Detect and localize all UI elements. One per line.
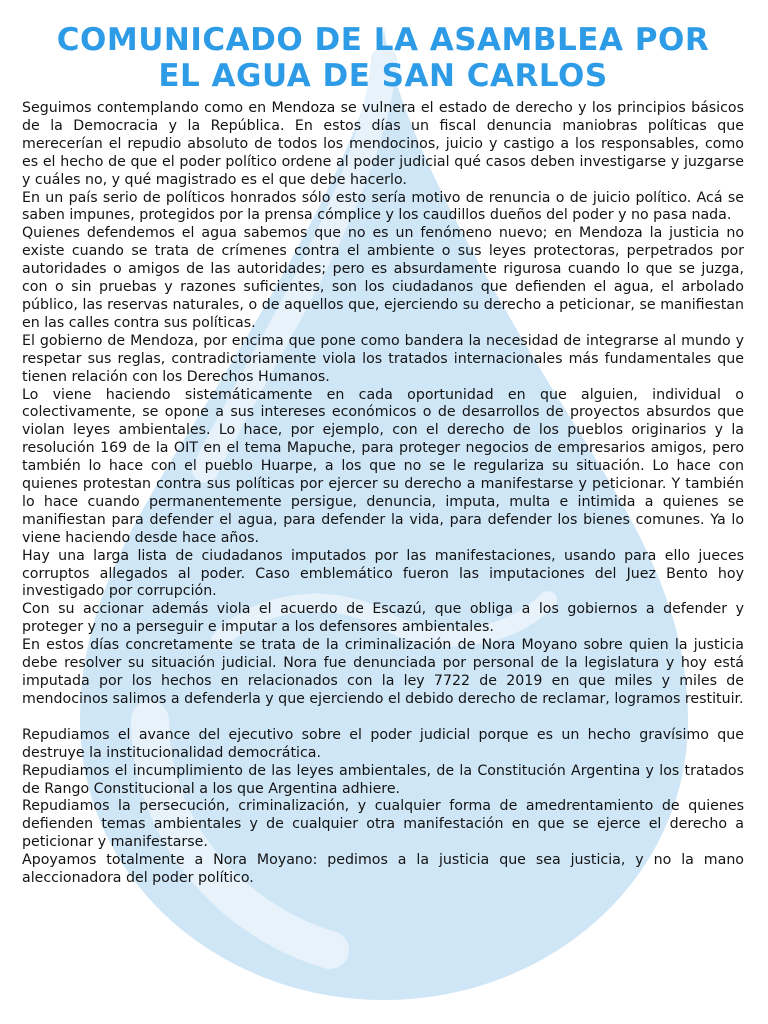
title-line-2: EL AGUA DE SAN CARLOS	[158, 58, 608, 94]
document-body	[22, 100, 744, 888]
closing-paragraph: Repudiamos la persecución, criminalización, y cualquier forma de amedrentamiento de quienes defienden temas ambientales y de cualquier otra manifestación en que se ejerce el derecho a peticionar y manifestarse.	[22, 798, 744, 851]
closing-paragraph: Repudiamos el avance del ejecutivo sobre el poder judicial porque es un hecho gravísimo que destruye la institucionalidad democrática.	[22, 726, 744, 761]
document-title	[22, 0, 744, 94]
paragraph: Quienes defendemos el agua sabemos que no es un fenómeno nuevo; en Mendoza la justicia no existe cuando se trata de crímenes contra el ambiente o sus leyes protectoras, perpetrados por autoridades o amigos de las autoridades; pero es absurdamente rigurosa cuando lo que se juzga, con o sin pruebas y razones suficientes, son los ciudadanos que defienden el agua, el arbolado público, las reservas naturales, o de aquellos que, ejerciendo su derecho a peticionar, se manifiestan en las calles contra sus políticas.	[22, 225, 744, 331]
paragraph: El gobierno de Mendoza, por encima que pone como bandera la necesidad de integrarse al mundo y respetar sus reglas, contradictoriamente viola los tratados internacionales más fundamentales que tienen relación con los Derechos Humanos.	[22, 332, 744, 385]
paragraph: En un país serio de políticos honrados sólo esto sería motivo de renuncia o de juicio político. Acá se saben impunes, protegidos por la prensa cómplice y los caudillos dueños del poder y no pasa nada.	[22, 189, 744, 224]
paragraph: Hay una larga lista de ciudadanos imputados por las manifestaciones, usando para ello jueces corruptos allegados al poder. Caso emblemático fueron las imputaciones del Juez Bento hoy investigado por corrupción.	[22, 547, 744, 600]
paragraph-gap	[22, 709, 744, 727]
closing-paragraph: Repudiamos el incumplimiento de las leyes ambientales, de la Constitución Argentina y los tratados de Rango Constitucional a los que Argentina adhiere.	[22, 762, 744, 797]
paragraph: Con su accionar además viola el acuerdo de Escazú, que obliga a los gobiernos a defender y proteger y no a perseguir e imputar a los defensores ambientales.	[22, 601, 744, 636]
paragraph: En estos días concretamente se trata de la criminalización de Nora Moyano sobre quien la justicia debe resolver su situación judicial. Nora fue denunciada por personal de la legislatura y hoy está imputada por los hechos en relacionados con la ley 7722 de 2019 en que miles y miles de mendocinos salimos a defenderla y que ejerciendo el debido derecho de reclamar, logramos restituir.	[22, 637, 744, 707]
closing-paragraph: Apoyamos totalmente a Nora Moyano: pedimos a la justicia que sea justicia, y no la mano aleccionadora del poder político.	[22, 852, 744, 887]
title-line-1: COMUNICADO DE LA ASAMBLEA POR	[56, 22, 710, 58]
paragraph: Lo viene haciendo sistemáticamente en cada oportunidad en que alguien, individual o colectivamente, se opone a sus intereses económicos o de desarrollos de proyectos absurdos que violan leyes ambientales. Lo hace, por ejemplo, con el derecho de los pueblos originarios y la resolución 169 de la OIT en el tema Mapuche, para proteger negocios de empresarios amigos, pero también lo hace con el pueblo Huarpe, a los que no se le regulariza su situación. Lo hace con quienes protestan contra sus políticas por ejercer su derecho a manifestarse y peticionar. Y también lo hace cuando permanentemente persigue, denuncia, imputa, multa e intimida a quienes se manifiestan para defender el agua, para defender la vida, para defender los bienes comunes. Ya lo viene haciendo desde hace años.	[22, 386, 744, 546]
paragraph: Seguimos contemplando como en Mendoza se vulnera el estado de derecho y los principios básicos de la Democracia y la República. En estos días un fiscal denuncia maniobras políticas que merecerían el repudio absoluto de todos los mendocinos, juicio y castigo a los responsables, como es el hecho de que el poder político ordene al poder judicial qué casos deben investigarse y juzgarse y cuáles no, y qué magistrado es el que debe hacerlo.	[22, 100, 744, 188]
